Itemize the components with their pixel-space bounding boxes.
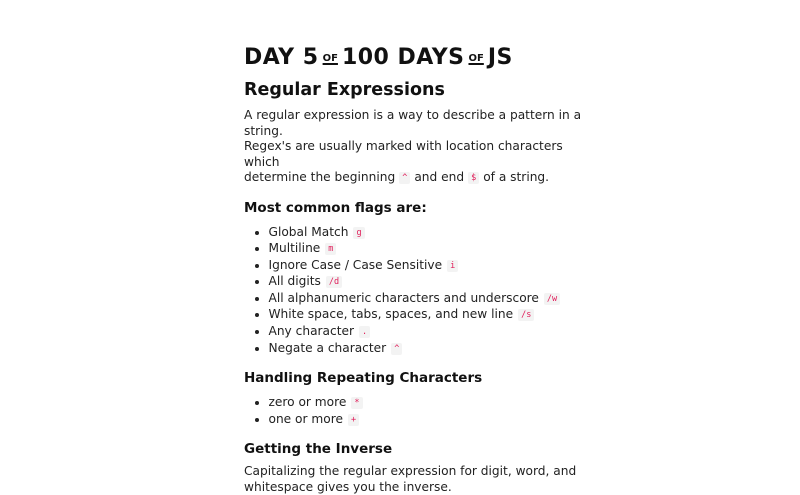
flag-label: Multiline	[268, 241, 321, 256]
flag-label: Any character	[268, 324, 355, 339]
list-item	[269, 274, 585, 291]
list-item	[269, 225, 585, 242]
flags-heading: Most common flags are:	[244, 199, 427, 216]
flag-label: Global Match	[268, 224, 349, 239]
repeat-code: +	[348, 414, 359, 426]
flag-code: i	[447, 260, 458, 272]
intro-line-3-end: of a string.	[483, 170, 550, 184]
intro-line-3-start: determine the beginning	[244, 170, 396, 184]
flag-code: /w	[544, 293, 560, 305]
title-days: 100 DAYS	[341, 45, 465, 70]
flag-label: Negate a character	[268, 340, 387, 355]
title-of-2: OF	[468, 53, 484, 64]
inverse-heading: Getting the Inverse	[244, 441, 393, 458]
inverse-line-1: Capitalizing the regular expression for digit, word, and	[244, 464, 577, 479]
section-heading: Regular Expressions	[244, 80, 445, 100]
intro-line-2: Regex's are usually marked with location characters which	[244, 139, 563, 169]
title-day: DAY 5	[244, 45, 319, 70]
flag-code: /s	[518, 309, 534, 321]
flag-code: m	[325, 243, 336, 255]
list-item	[269, 341, 585, 358]
list-item	[269, 324, 585, 341]
flags-list	[244, 225, 584, 358]
end-char-code: $	[468, 172, 479, 184]
article	[244, 42, 584, 495]
repeat-code: *	[351, 397, 362, 409]
title-of-1: OF	[322, 53, 338, 64]
repeating-heading: Handling Repeating Characters	[244, 370, 483, 387]
flag-code: ^	[391, 343, 402, 355]
page-title	[244, 42, 584, 74]
flag-label: All alphanumeric characters and underscore	[268, 290, 539, 305]
inverse-paragraph	[244, 464, 584, 495]
list-item	[269, 307, 585, 324]
repeat-label: zero or more	[268, 395, 347, 410]
list-item	[269, 291, 585, 308]
repeat-label: one or more	[268, 411, 343, 426]
begin-char-code: ^	[399, 172, 410, 184]
repeating-list	[244, 395, 584, 428]
flag-code: .	[359, 326, 370, 338]
title-js: JS	[487, 45, 513, 70]
list-item	[269, 258, 585, 275]
flag-label: Ignore Case / Case Sensitive	[268, 257, 443, 272]
intro-and-end: and end	[414, 170, 465, 184]
list-item	[269, 241, 585, 258]
flag-code: /d	[326, 276, 342, 288]
intro-line-1: A regular expression is a way to describe a pattern in a string.	[244, 108, 582, 138]
list-item	[269, 412, 585, 429]
flag-code: g	[353, 227, 364, 239]
flag-label: All digits	[268, 274, 321, 289]
intro-paragraph	[244, 108, 584, 187]
flag-label: White space, tabs, spaces, and new line	[268, 307, 514, 322]
inverse-line-2: whitespace gives you the inverse.	[244, 479, 452, 494]
list-item	[269, 395, 585, 412]
